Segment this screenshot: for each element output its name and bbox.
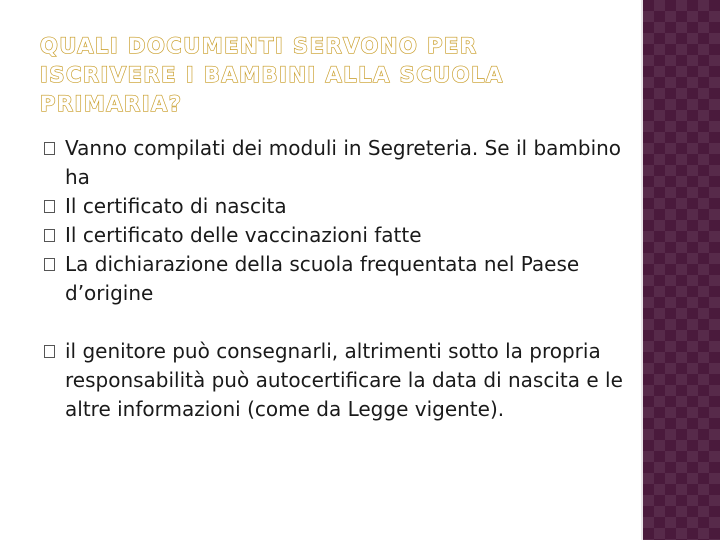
- bullet-text: Il certificato di nascita: [65, 194, 287, 218]
- bullet-text: il genitore può consegnarli, altrimenti sotto la propria responsabilità può autocertificare la data di nascita e le altre informazioni (come da Legge vigente).: [65, 339, 623, 421]
- bullet-text: La dichiarazione della scuola frequentata nel Paese d’origine: [65, 252, 580, 305]
- bullet-item: [44, 192, 624, 221]
- spacer: [44, 308, 624, 337]
- bullet-item: [44, 221, 624, 250]
- slide-title: QUALI DOCUMENTI SERVONO PER ISCRIVERE I BAMBINI ALLA SCUOLA PRIMARIA?: [40, 34, 504, 116]
- bullet-list: [44, 134, 624, 424]
- bullet-box-icon: [44, 258, 55, 271]
- bullet-box-icon: [44, 200, 55, 213]
- bullet-box-icon: [44, 142, 55, 155]
- bullet-box-icon: [44, 345, 55, 358]
- bullet-text: Il certificato delle vaccinazioni fatte: [65, 223, 422, 247]
- bullet-item: [44, 134, 624, 192]
- bullet-item: [44, 250, 624, 308]
- decorative-side-panel: [641, 0, 720, 540]
- bullet-box-icon: [44, 229, 55, 242]
- bullet-item-note: [44, 337, 624, 424]
- bullet-text: Vanno compilati dei moduli in Segreteria. Se il bambino ha: [65, 136, 622, 189]
